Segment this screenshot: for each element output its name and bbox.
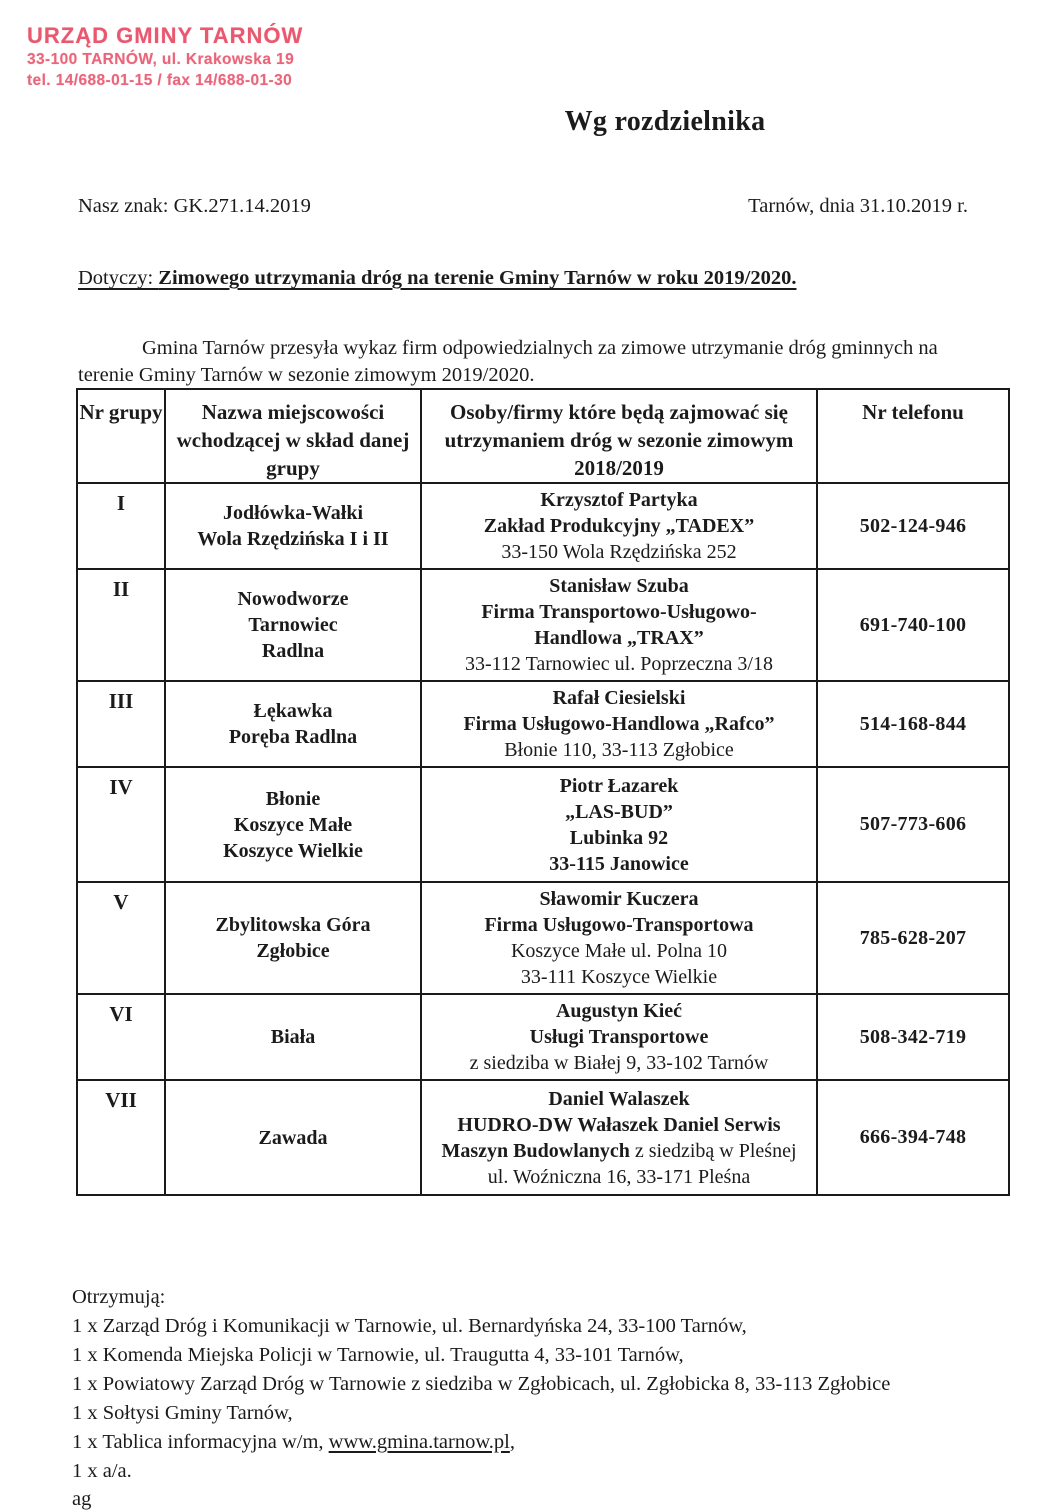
locality-line: Łękawka [253,700,333,722]
localities-cell [165,994,421,1080]
table-row [77,483,1009,569]
table-row [77,569,1009,681]
firm-cell [421,483,817,569]
stamp-phone-fax: tel. 14/688-01-15 / fax 14/688-01-30 [27,72,293,89]
place-and-date: Tarnów, dnia 31.10.2019 r. [748,195,968,217]
firm-line: 33-112 Tarnowiec ul. Poprzeczna 3/18 [465,653,773,675]
group-number: IV [77,767,165,882]
localities-cell [165,767,421,882]
firm-line: Handlowa „TRAX” [534,627,704,649]
locality-line: Koszyce Małe [233,813,353,836]
locality-line: Zbylitowska Góra [215,914,371,936]
phone-number: 666-394-748 [817,1080,1009,1195]
distribution-list [72,1283,890,1512]
office-stamp [27,22,303,91]
header-firms: Osoby/firmy które będą zajmować się utrzymaniem dróg w sezonie zimowym 2018/2019 [421,389,817,483]
firm-cell [421,882,817,994]
subject-line [78,267,796,290]
header-phone: Nr telefonu [817,389,1009,483]
stamp-address: 33-100 TARNÓW, ul. Krakowska 19 [27,51,295,68]
group-number: III [77,681,165,767]
locality-line: Tarnowiec [248,614,338,636]
clerk-initials: ag [72,1488,92,1510]
table-row [77,994,1009,1080]
phone-number: 502-124-946 [817,483,1009,569]
firm-line-bold-part: Maszyn Budowlanych [441,1139,630,1162]
distribution-line [72,1428,890,1457]
stamp-office-name: URZĄD GMINY TARNÓW [27,23,304,48]
locality-line: Jodłówka-Wałki [222,502,364,524]
group-number: V [77,882,165,994]
firm-line: Koszyce Małe ul. Polna 10 [510,940,728,962]
firm-line: Krzysztof Partyka [540,489,698,511]
firm-line: Stanisław Szuba [549,575,689,597]
group-number: VII [77,1080,165,1195]
localities-cell [165,681,421,767]
phone-number: 691-740-100 [817,569,1009,681]
firm-line [428,1138,810,1164]
table-row [77,767,1009,882]
table-row [77,882,1009,994]
distribution-heading: Otrzymują: [72,1286,166,1308]
firm-line: Augustyn Kieć [555,1000,683,1022]
intro-paragraph: Gmina Tarnów przesyła wykaz firm odpowiedzialnych za zimowe utrzymanie dróg gminnych na terenie Gminy Tarnów w sezonie zimowym 2019/2020. [78,337,938,386]
distribution-line: 1 x Komenda Miejska Policji w Tarnowie, ul. Traugutta 4, 33-101 Tarnów, [72,1344,684,1366]
firm-line: Sławomir Kuczera [539,888,699,910]
phone-number: 785-628-207 [817,882,1009,994]
localities-cell [165,569,421,681]
firm-line: 33-115 Janowice [549,852,689,875]
firm-line: Firma Transportowo-Usługowo- [481,601,757,623]
reference-number: Nasz znak: GK.271.14.2019 [78,195,311,217]
firm-line: Zakład Produkcyjny „TADEX” [483,515,755,537]
firm-line: Firma Usługowo-Transportowa [484,914,754,936]
firm-line: z siedziba w Białej 9, 33-102 Tarnów [469,1052,769,1074]
firm-line: Piotr Łazarek [559,774,679,797]
firm-line: Błonie 110, 33-113 Zgłobice [504,739,734,761]
locality-line: Wola Rzędzińska I i II [197,528,389,550]
firm-line-regular-part: z siedzibą w Pleśnej [629,1139,797,1162]
firm-line: Rafał Ciesielski [552,687,686,709]
group-number: I [77,483,165,569]
locality-line: Koszyce Wielkie [223,839,363,862]
firm-cell [421,767,817,882]
distribution-line: 1 x Sołtysi Gminy Tarnów, [72,1402,293,1424]
table-header-row [77,389,1009,483]
firm-line: Firma Usługowo-Handlowa „Rafco” [463,713,775,735]
locality-line: Poręba Radlna [228,726,358,748]
firm-cell [421,1080,817,1195]
table-row [77,1080,1009,1195]
locality-line: Radlna [261,640,325,662]
localities-cell [165,882,421,994]
firm-line: Usługi Transportowe [529,1026,709,1048]
phone-number: 508-342-719 [817,994,1009,1080]
tablica-prefix: 1 x Tablica informacyjna w/m, [72,1431,329,1453]
distribution-line: 1 x a/a. [72,1460,132,1482]
firm-line: 33-111 Koszyce Wielkie [520,966,718,988]
locality-line: Zawada [258,1126,328,1149]
firm-line: HUDRO-DW Wałaszek Daniel Serwis [457,1113,781,1136]
subject-label: Dotyczy: [78,267,159,289]
firm-line: Daniel Walaszek [548,1087,690,1110]
page-title: Wg rozdzielnika [564,106,766,137]
meta-row [78,195,968,218]
firm-line: „LAS-BUD” [565,800,673,823]
group-number: VI [77,994,165,1080]
phone-number: 507-773-606 [817,767,1009,882]
locality-line: Błonie [265,787,321,810]
firm-line: ul. Woźniczna 16, 33-171 Pleśna [487,1165,751,1188]
distribution-line: 1 x Powiatowy Zarząd Dróg w Tarnowie z siedziba w Zgłobicach, ul. Zgłobicka 8, 33-113 Zgłobice [72,1373,891,1395]
group-number: II [77,569,165,681]
firm-line: Lubinka 92 [569,826,669,849]
firm-cell [421,994,817,1080]
firm-cell [421,681,817,767]
tablica-suffix: , [509,1431,516,1453]
firm-cell [421,569,817,681]
locality-line: Zgłobice [256,940,330,962]
locality-line: Biała [270,1026,316,1048]
distribution-line: 1 x Zarząd Dróg i Komunikacji w Tarnowie, ul. Bernardyńska 24, 33-100 Tarnów, [72,1315,747,1337]
locality-line: Nowodworze [237,588,349,610]
header-group: Nr grupy [77,389,165,483]
localities-cell [165,483,421,569]
subject-text: Zimowego utrzymania dróg na terenie Gminy Tarnów w roku 2019/2020. [158,267,797,289]
phone-number: 514-168-844 [817,681,1009,767]
localities-cell [165,1080,421,1195]
firm-line: 33-150 Wola Rzędzińska 252 [501,541,737,563]
table-row [77,681,1009,767]
header-localities: Nazwa miejscowości wchodzącej w skład danej grupy [165,389,421,483]
website-link: www.gmina.tarnow.pl [328,1431,510,1453]
contractors-table-wrap [76,388,1010,1196]
contractors-table [76,388,1010,1196]
